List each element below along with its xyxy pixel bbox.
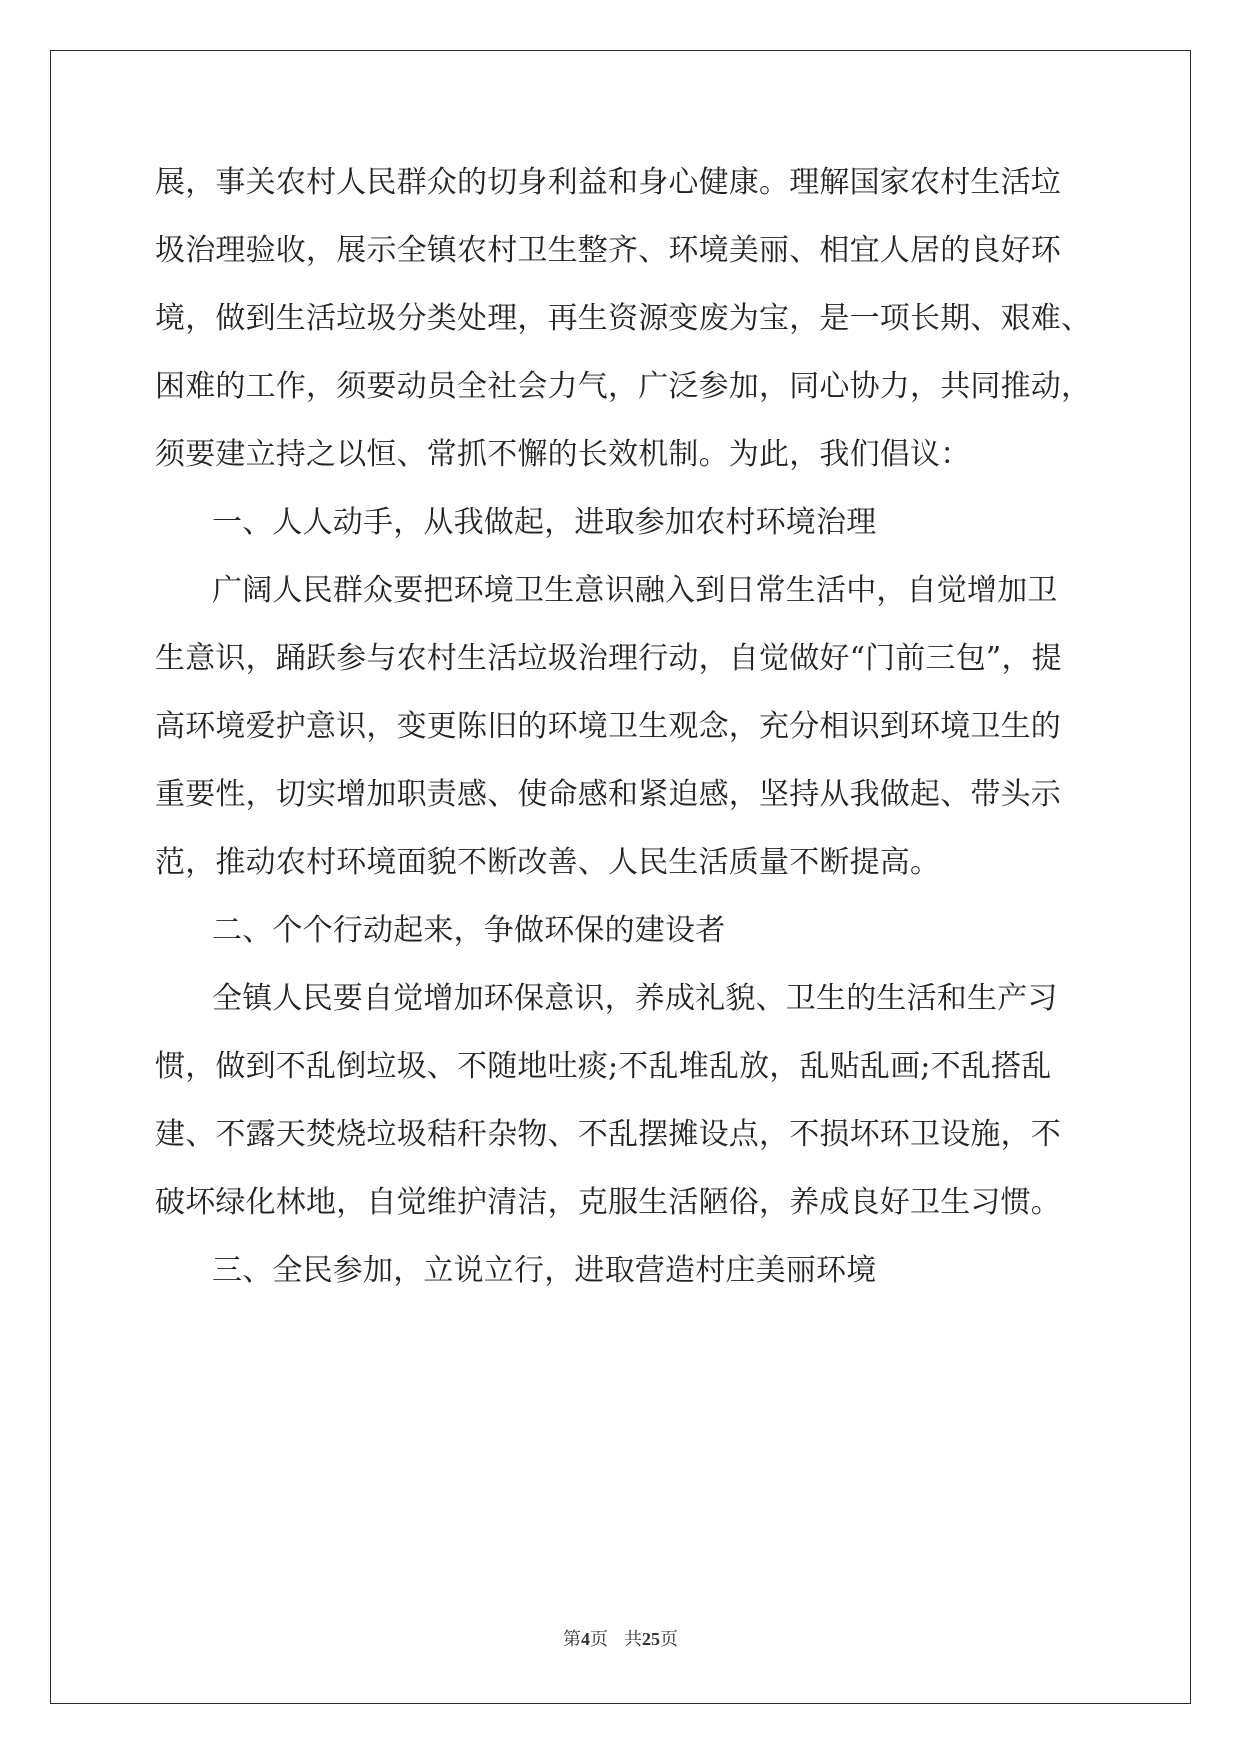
section-heading: 一、人人动手，从我做起，进取参加农村环境治理 bbox=[212, 505, 877, 540]
text-line: 圾治理验收，展示全镇农村卫生整齐、环境美丽、相宜人居的良好环 bbox=[155, 233, 1061, 268]
total-pages: 25 bbox=[642, 1629, 660, 1649]
text-line: 困难的工作，须要动员全社会力气，广泛参加，同心协力，共同推动， bbox=[155, 369, 1092, 404]
text-line: 广阔人民群众要把环境卫生意识融入到日常生活中，自觉增加卫 bbox=[212, 573, 1058, 608]
text-line: 展，事关农村人民群众的切身利益和身心健康。理解国家农村生活垃 bbox=[155, 165, 1061, 200]
text-line: 境，做到生活垃圾分类处理，再生资源变废为宝，是一项长期、艰难、 bbox=[155, 301, 1092, 336]
section-heading: 三、全民参加，立说立行，进取营造村庄美丽环境 bbox=[212, 1253, 877, 1288]
section-heading: 二、个个行动起来，争做环保的建设者 bbox=[212, 913, 726, 948]
total-prefix: 共 bbox=[624, 1629, 642, 1649]
text-line: 全镇人民要自觉增加环保意识，养成礼貌、卫生的生活和生产习 bbox=[212, 981, 1058, 1016]
total-suffix: 页 bbox=[660, 1629, 678, 1649]
page-footer bbox=[0, 1625, 1241, 1651]
text-line: 破坏绿化林地，自觉维护清洁，克服生活陋俗，养成良好卫生习惯。 bbox=[155, 1185, 1061, 1220]
text-line: 高环境爱护意识，变更陈旧的环境卫生观念，充分相识到环境卫生的 bbox=[155, 709, 1061, 744]
text-line: 生意识，踊跃参与农村生活垃圾治理行动，自觉做好“门前三包”，提 bbox=[155, 641, 1062, 676]
page-suffix: 页 bbox=[590, 1629, 608, 1649]
text-line: 建、不露天焚烧垃圾秸秆杂物、不乱摆摊设点，不损坏环卫设施，不 bbox=[155, 1117, 1061, 1152]
text-line: 须要建立持之以恒、常抓不懈的长效机制。为此，我们倡议： bbox=[155, 437, 971, 472]
text-line: 惯，做到不乱倒垃圾、不随地吐痰;不乱堆乱放，乱贴乱画;不乱搭乱 bbox=[155, 1049, 1052, 1084]
text-line: 重要性，切实增加职责感、使命感和紧迫感，坚持从我做起、带头示 bbox=[155, 777, 1061, 812]
text-line: 范，推动农村环境面貌不断改善、人民生活质量不断提高。 bbox=[155, 845, 941, 880]
page-prefix: 第 bbox=[563, 1629, 581, 1649]
page-number: 4 bbox=[581, 1629, 590, 1649]
